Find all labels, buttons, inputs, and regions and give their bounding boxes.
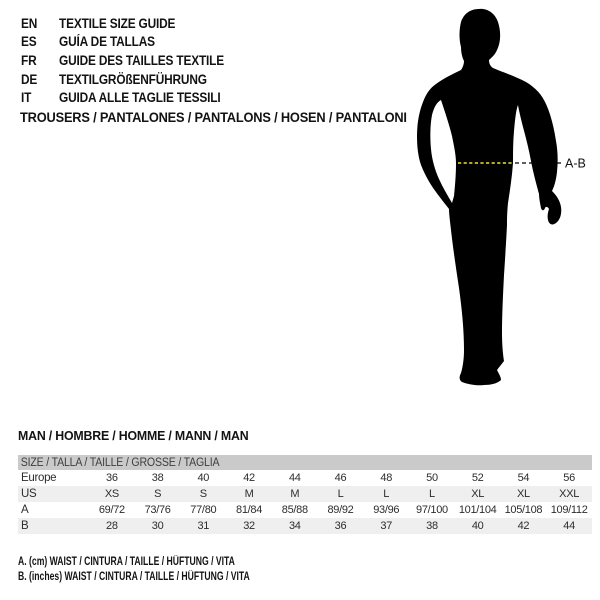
size-cell: 69/72 [98,504,125,516]
language-row [21,33,247,52]
table-header-label: SIZE / TALLA / TAILLE / GRÖSSE / TAGLIA [20,456,220,469]
table-row-a-cm [18,502,592,518]
size-cell: 44 [563,520,575,532]
language-header [21,14,247,107]
table-header [18,455,592,470]
size-cell: 32 [243,520,255,532]
size-cell: L [429,488,435,500]
size-cell: 54 [517,472,530,484]
size-table [18,455,592,534]
size-cell: 42 [517,520,530,532]
size-cell: 48 [380,472,393,484]
language-label: GUIDE DES TAILLES TEXTILE [59,52,225,68]
size-cell: 93/96 [373,504,400,516]
size-cell: L [383,488,390,500]
size-cell: 85/88 [281,504,308,516]
footnote-a: A. (cm) WAIST / CINTURA / TAILLE / HÜFTUNG / VITA [18,556,235,568]
row-label: US [21,488,37,500]
size-cell: 31 [197,520,210,532]
language-row [21,70,247,89]
language-code: FR [21,52,37,68]
language-row [21,14,247,33]
size-cell: L [337,488,344,500]
table-row-us [18,486,592,502]
language-code: DE [21,71,38,87]
size-cell: 89/92 [327,504,354,516]
man-silhouette [417,9,561,385]
size-cell: M [244,488,254,500]
size-cell: XL [516,488,530,500]
size-cell: 50 [426,472,438,484]
size-cell: XXL [559,488,580,500]
size-cell: 30 [151,520,164,532]
size-cell: 109/112 [550,504,588,516]
size-cell: 36 [106,472,118,484]
language-label: TEXTILE SIZE GUIDE [59,15,176,31]
language-label: TEXTILGRÖßENFÜHRUNG [59,71,207,87]
table-row-europe [18,470,592,486]
language-code: IT [21,90,32,106]
size-cell: 73/76 [144,504,171,516]
size-cell: 38 [426,520,438,532]
size-cell: 40 [471,520,484,532]
size-cell: XS [104,488,119,500]
man-silhouette-figure [390,0,600,400]
size-cell: 38 [151,472,164,484]
language-row [21,88,247,107]
size-cell: 56 [563,472,575,484]
section-title-man: MAN / HOMBRE / HOMME / MANN / MAN [18,428,249,443]
language-code: EN [21,15,38,31]
size-cell: 101/104 [458,504,497,516]
size-cell: 37 [380,520,393,532]
size-cell: 77/80 [190,504,217,516]
table-row-b-inches [18,518,592,534]
size-cell: 28 [106,520,118,532]
row-label: Europe [21,472,57,484]
size-cell: 46 [334,472,347,484]
size-cell: 52 [471,472,484,484]
size-cell: S [199,488,207,500]
size-cell: 36 [334,520,347,532]
size-cell: XL [471,488,485,500]
language-label: GUÍA DE TALLAS [59,34,155,50]
size-cell: 97/100 [416,504,448,516]
size-cell: 81/84 [236,504,263,516]
row-label: B [21,520,29,532]
category-title: TROUSERS / PANTALONES / PANTALONS / HOSEN / PANTALONI [20,110,407,125]
size-cell: 44 [288,472,301,484]
footnote-b: B. (inches) WAIST / CINTURA / TAILLE / HÜFTUNG / VITA [18,570,250,583]
size-cell: 34 [288,520,301,532]
size-cell: 105/108 [504,504,543,516]
size-cell: S [154,488,162,500]
footnotes [18,555,327,584]
size-cell: 40 [197,472,210,484]
language-label: GUIDA ALLE TAGLIE TESSILI [59,90,221,106]
size-cell: M [290,488,300,500]
row-label: A [21,504,29,516]
language-row [21,51,247,70]
size-cell: 42 [243,472,255,484]
language-code: ES [21,34,37,50]
measure-label-ab: A-B [565,156,586,171]
